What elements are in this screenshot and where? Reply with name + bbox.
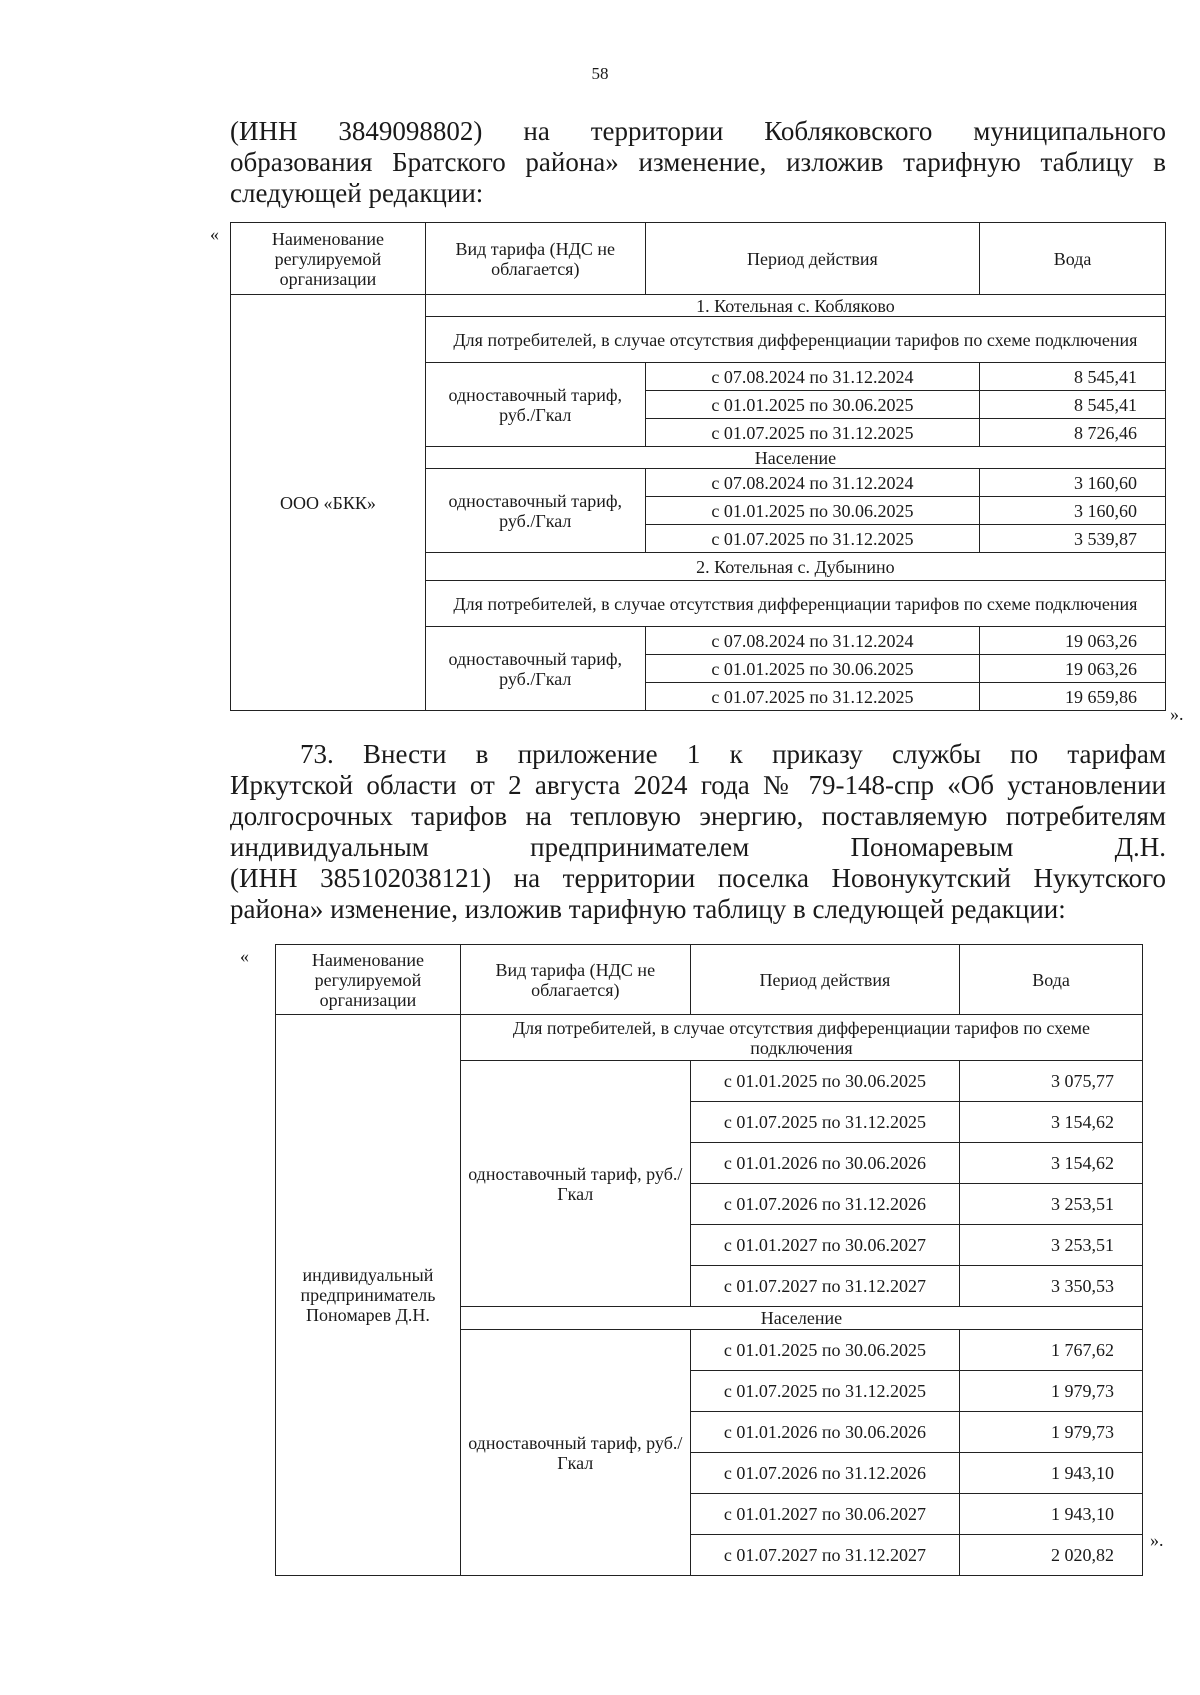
intro-line: следующей редакции: — [230, 178, 484, 208]
value-cell: 8 545,41 — [980, 391, 1166, 419]
item73-line: (ИНН 385102038121) на территории поселка Новонукутский Нукутского — [230, 863, 1166, 893]
value-cell: 3 160,60 — [980, 469, 1166, 497]
header-tariff-type: Вид тарифа (НДС не облагается) — [425, 223, 645, 295]
value-cell: 3 154,62 — [960, 1143, 1143, 1184]
value-cell: 19 063,26 — [980, 655, 1166, 683]
tariff-type-label: одноставочный тариф, руб./Гкал — [425, 627, 645, 711]
period-cell: с 01.01.2025 по 30.06.2025 — [690, 1330, 960, 1371]
period-cell: с 01.07.2026 по 31.12.2026 — [690, 1453, 960, 1494]
value-cell: 1 979,73 — [960, 1412, 1143, 1453]
period-cell: с 07.08.2024 по 31.12.2024 — [645, 469, 980, 497]
tariff-table-ponomarev — [275, 944, 1143, 1576]
value-cell: 1 767,62 — [960, 1330, 1143, 1371]
tariff-type-label: одноставочный тариф, руб./Гкал — [460, 1061, 690, 1307]
value-cell: 3 253,51 — [960, 1225, 1143, 1266]
population-label: Население — [425, 447, 1165, 469]
item73-line: долгосрочных тарифов на тепловую энергию, поставляемую потребителям — [230, 801, 1166, 831]
period-cell: с 01.07.2027 по 31.12.2027 — [690, 1535, 960, 1576]
intro-line: (ИНН 3849098802) на территории Кобляковского муниципального — [230, 116, 1166, 146]
period-cell: с 01.01.2027 по 30.06.2027 — [690, 1225, 960, 1266]
section-title: 2. Котельная с. Дубынино — [425, 553, 1165, 581]
period-cell: с 01.07.2025 по 31.12.2025 — [690, 1371, 960, 1412]
period-cell: с 01.01.2025 по 30.06.2025 — [690, 1061, 960, 1102]
period-cell: с 01.01.2025 по 30.06.2025 — [645, 497, 980, 525]
period-cell: с 01.01.2026 по 30.06.2026 — [690, 1143, 960, 1184]
tariff-type-label: одноставочный тариф, руб./Гкал — [425, 363, 645, 447]
period-cell: с 01.07.2025 по 31.12.2025 — [690, 1102, 960, 1143]
period-cell: с 07.08.2024 по 31.12.2024 — [645, 627, 980, 655]
value-cell: 3 160,60 — [980, 497, 1166, 525]
value-cell: 3 253,51 — [960, 1184, 1143, 1225]
value-cell: 1 943,10 — [960, 1453, 1143, 1494]
value-cell: 3 539,87 — [980, 525, 1166, 553]
value-cell: 8 545,41 — [980, 363, 1166, 391]
open-quote: « — [240, 946, 249, 966]
period-cell: с 01.07.2026 по 31.12.2026 — [690, 1184, 960, 1225]
period-cell: с 07.08.2024 по 31.12.2024 — [645, 363, 980, 391]
org-name: ООО «БКК» — [231, 295, 426, 711]
tariff-type-label: одноставочный тариф, руб./Гкал — [425, 469, 645, 553]
org-name: индивидуальный предприниматель Пономарев Д.Н. — [276, 1015, 461, 1576]
period-cell: с 01.01.2027 по 30.06.2027 — [690, 1494, 960, 1535]
consumers-label: Для потребителей, в случае отсутствия дифференциации тарифов по схеме подключения — [425, 317, 1165, 363]
period-cell: с 01.01.2025 по 30.06.2025 — [645, 391, 980, 419]
page-number: 58 — [591, 64, 609, 83]
consumers-label: Для потребителей, в случае отсутствия дифференциации тарифов по схеме подключения — [425, 581, 1165, 627]
item73-line: 73. Внести в приложение 1 к приказу службы по тарифам — [300, 739, 1166, 769]
value-cell: 3 075,77 — [960, 1061, 1143, 1102]
item-73-paragraph — [230, 739, 1166, 925]
value-cell: 3 350,53 — [960, 1266, 1143, 1307]
value-cell: 1 943,10 — [960, 1494, 1143, 1535]
value-cell: 1 979,73 — [960, 1371, 1143, 1412]
consumers-label: Для потребителей, в случае отсутствия дифференциации тарифов по схеме подключения — [460, 1015, 1142, 1061]
period-cell: с 01.07.2025 по 31.12.2025 — [645, 683, 980, 711]
close-quote: ». — [1170, 704, 1184, 724]
header-tariff-type: Вид тарифа (НДС не облагается) — [460, 945, 690, 1015]
header-water: Вода — [980, 223, 1166, 295]
period-cell: с 01.01.2026 по 30.06.2026 — [690, 1412, 960, 1453]
period-cell: с 01.01.2025 по 30.06.2025 — [645, 655, 980, 683]
open-quote: « — [210, 224, 219, 244]
item73-line: Иркутской области от 2 августа 2024 года № 79-148-спр «Об установлении — [230, 770, 1166, 800]
period-cell: с 01.07.2027 по 31.12.2027 — [690, 1266, 960, 1307]
period-cell: с 01.07.2025 по 31.12.2025 — [645, 419, 980, 447]
item73-line: района» изменение, изложив тарифную таблицу в следующей редакции: — [230, 894, 1066, 924]
header-water: Вода — [960, 945, 1143, 1015]
section-title: 1. Котельная с. Кобляково — [425, 295, 1165, 317]
header-org: Наименование регулируемой организации — [231, 223, 426, 295]
value-cell: 3 154,62 — [960, 1102, 1143, 1143]
intro-paragraph — [230, 116, 1166, 209]
intro-line: образования Братского района» изменение, изложив тарифную таблицу в — [230, 147, 1166, 177]
close-quote: ». — [1150, 1530, 1164, 1550]
value-cell: 19 063,26 — [980, 627, 1166, 655]
value-cell: 8 726,46 — [980, 419, 1166, 447]
header-org: Наименование регулируемой организации — [276, 945, 461, 1015]
value-cell: 19 659,86 — [980, 683, 1166, 711]
header-period: Период действия — [645, 223, 980, 295]
population-label: Население — [460, 1307, 1142, 1330]
tariff-table-bkk — [230, 222, 1166, 711]
item73-line: индивидуальным предпринимателем Пономаревым Д.Н. — [230, 832, 1166, 862]
tariff-type-label: одноставочный тариф, руб./Гкал — [460, 1330, 690, 1576]
period-cell: с 01.07.2025 по 31.12.2025 — [645, 525, 980, 553]
header-period: Период действия — [690, 945, 960, 1015]
value-cell: 2 020,82 — [960, 1535, 1143, 1576]
